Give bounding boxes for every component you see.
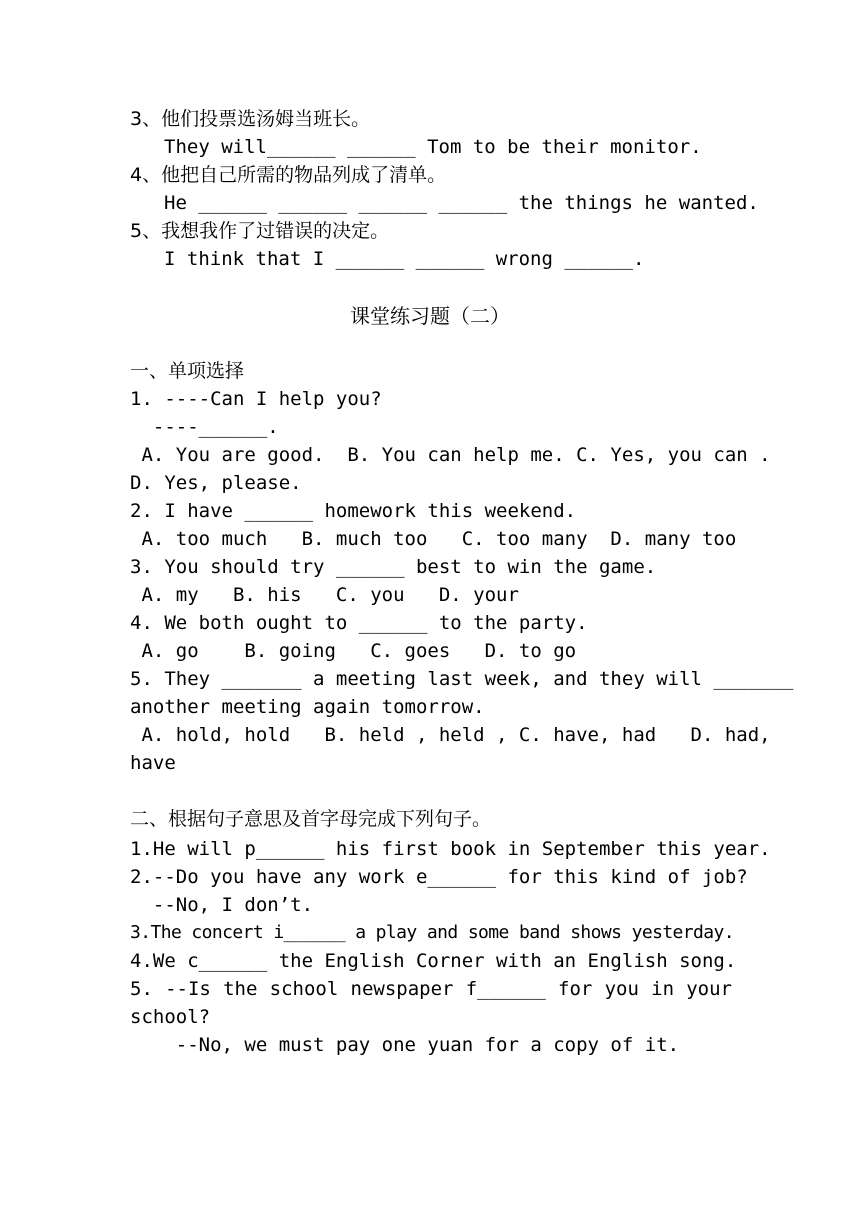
question-5-chinese: 5、我想我作了过错误的决定。 [130,220,390,242]
question-4-english: He ______ ______ ______ ______ the things he wanted. [164,192,759,214]
question-4-chinese: 4、他把自己所需的物品列成了清单。 [130,164,447,186]
mc-line: 3. You should try ______ best to win the game. [130,556,657,578]
fill-line: 1.He will p______ his first book in September this year. [130,838,771,860]
fill-line: 3.The concert i______ a play and some band shows yesterday. [130,922,734,943]
fill-line: --No, I don’t. [130,894,314,916]
fill-line: --No, we must pay one yuan for a copy of it. [130,1034,680,1056]
mc-line: another meeting again tomorrow. [130,696,485,718]
mc-line: A. hold, hold B. held , held , C. have, had D. had, [130,724,771,746]
mc-line: have [130,752,176,774]
mc-line: A. too much B. much too C. too many D. many too [130,528,737,550]
part2-heading: 二、根据句子意思及首字母完成下列句子。 [130,808,492,830]
question-5-english: I think that I ______ ______ wrong ______. [164,248,645,270]
mc-line: A. go B. going C. goes D. to go [130,640,577,662]
question-3-chinese: 3、他们投票选汤姆当班长。 [130,108,371,130]
mc-line: 5. They _______ a meeting last week, and they will _______ [130,668,794,690]
mc-line: A. my B. his C. you D. your [130,584,519,606]
fill-line: 2.--Do you have any work e______ for this kind of job? [130,866,748,888]
part1-heading: 一、单项选择 [130,360,245,382]
mc-line: ----______. [130,416,279,438]
fill-line: 4.We c______ the English Corner with an English song. [130,950,737,972]
mc-line: A. You are good. B. You can help me. C. Yes, you can . [130,444,771,466]
mc-line: 1. ----Can I help you? [130,388,382,410]
fill-line: school? [130,1006,211,1028]
exercise-title: 课堂练习题（二） [350,304,510,328]
fill-line: 5. --Is the school newspaper f______ for you in your [130,978,732,1000]
mc-line: D. Yes, please. [130,472,302,494]
question-3-english: They will______ ______ Tom to be their monitor. [164,136,702,158]
mc-line: 2. I have ______ homework this weekend. [130,500,577,522]
mc-line: 4. We both ought to ______ to the party. [130,612,588,634]
